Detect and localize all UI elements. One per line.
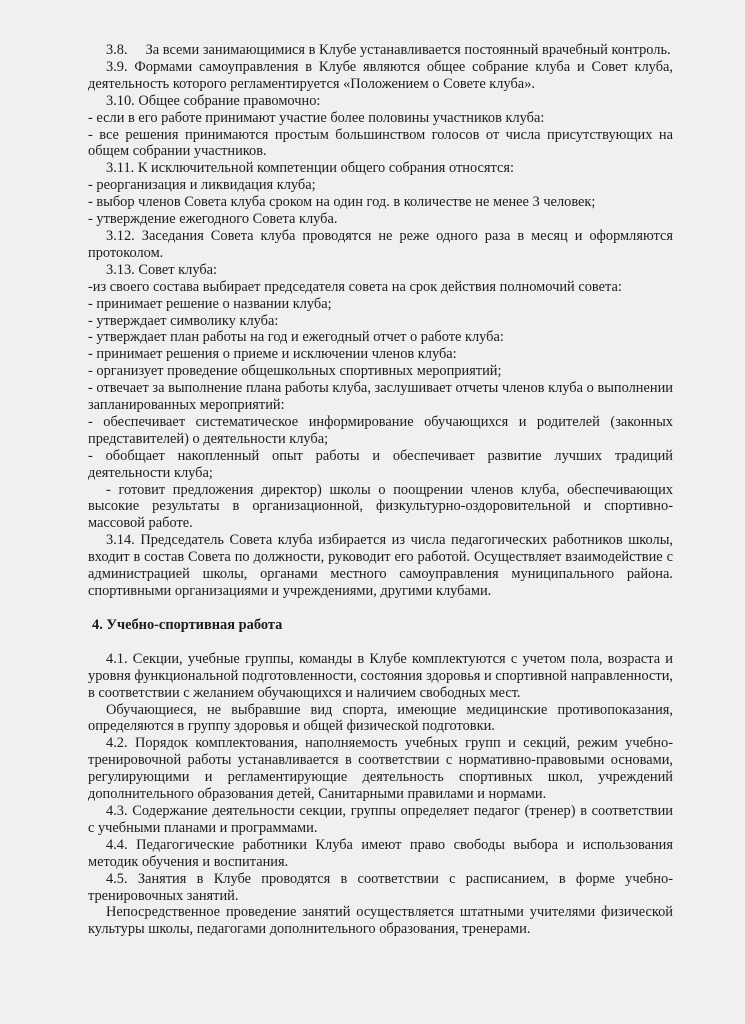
- list-item: - реорганизация и ликвидация клуба;: [88, 177, 316, 194]
- paragraph-4-5-note: Непосредственное проведение занятий осуществляется штатными учителями физической культуры школы, педагогами дополнительного образования, тренерами.: [88, 904, 673, 938]
- list-item: - если в его работе принимают участие более половины участников клуба:: [88, 109, 545, 126]
- list-item: - организует проведение общешкольных спортивных мероприятий;: [88, 363, 502, 380]
- paragraph-4-1: 4.1. Секции, учебные группы, команды в Клубе комплектуются с учетом пола, возраста и уровня функциональной подготовленности, состояния здоровья и спортивной направленности, в соответствии с желанием обучающихся и наличием свободных мест.: [88, 650, 673, 701]
- list-item: - отвечает за выполнение плана работы клуба, заслушивает отчеты членов клуба о выполнении запланированных мероприятий:: [88, 380, 673, 414]
- paragraph-3-10: 3.10. Общее собрание правомочно:: [106, 92, 321, 109]
- paragraph-4-4: 4.4. Педагогические работники Клуба имеют право свободы выбора и использования методик обучения и воспитания.: [88, 836, 673, 870]
- paragraph-4-2: 4.2. Порядок комплектования, наполняемость учебных групп и секций, режим учебно-тренировочной работы устанавливается в соответствии с нормативно-правовыми основами, регулирующими и регламентирующие деятельность спортивных школ, учреждений дополнительного образования детей, Санитарными правилами и нормами.: [88, 735, 673, 803]
- list-item: - принимает решение о названии клуба;: [88, 295, 332, 312]
- list-item: -из своего состава выбирает председателя совета на срок действия полномочий совета:: [88, 278, 622, 295]
- paragraph-4-3: 4.3. Содержание деятельности секции, группы определяет педагог (тренер) в соответствии с учебными планами и программами.: [88, 802, 673, 836]
- list-item: - принимает решения о приеме и исключении членов клуба:: [88, 346, 457, 363]
- list-item: - утверждает символику клуба:: [88, 312, 279, 329]
- list-item: - выбор членов Совета клуба сроком на один год. в количестве не менее 3 человек;: [88, 194, 596, 211]
- list-item: - все решения принимаются простым большинством голосов от числа присутствующих на общем собрании участников.: [88, 126, 673, 160]
- section-heading-4: 4. Учебно-спортивная работа: [92, 616, 283, 633]
- list-item: - готовит предложения директор) школы о поощрении членов клуба, обеспечивающих высокие результаты в организационной, физкультурно-оздоровительной и спортивно-массовой работе.: [88, 481, 673, 532]
- list-item: - утверждает план работы на год и ежегодный отчет о работе клуба:: [88, 329, 504, 346]
- list-item: - обеспечивает систематическое информирование обучающихся и родителей (законных представителей) о деятельности клуба;: [88, 413, 673, 447]
- paragraph-3-12: 3.12. Заседания Совета клуба проводятся не реже одного раза в месяц и оформляются протоколом.: [88, 227, 673, 261]
- paragraph-3-14: 3.14. Председатель Совета клуба избирается из числа педагогических работников школы, входит в состав Совета по должности, руководит его работой. Осуществляет взаимодействие с администрацией школы, органами местного самоуправления муниципального района. спортивными организациями и учреждениями, другими клубами.: [88, 532, 673, 599]
- list-item: - утверждение ежегодного Совета клуба.: [88, 211, 338, 228]
- paragraph-3-8: 3.8. За всеми занимающимися в Клубе устанавливается постоянный врачебный контроль.: [106, 42, 671, 58]
- paragraph-3-11: 3.11. К исключительной компетенции общего собрания относятся:: [106, 160, 514, 177]
- paragraph-3-13: 3.13. Совет клуба:: [106, 261, 218, 278]
- list-item: - обобщает накопленный опыт работы и обеспечивает развитие лучших традиций деятельности клуба;: [88, 447, 673, 481]
- paragraph-3-9: 3.9. Формами самоуправления в Клубе являются общее собрание клуба и Совет клуба, деятельность которого регламентируется «Положением о Совете клуба».: [88, 58, 673, 92]
- paragraph-4-5: 4.5. Занятия в Клубе проводятся в соответствии с расписанием, в форме учебно-тренировочных занятий.: [88, 870, 673, 904]
- paragraph-4-1-note: Обучающиеся, не выбравшие вид спорта, имеющие медицинские противопоказания, определяются в группу здоровья и общей физической подготовки.: [88, 701, 673, 735]
